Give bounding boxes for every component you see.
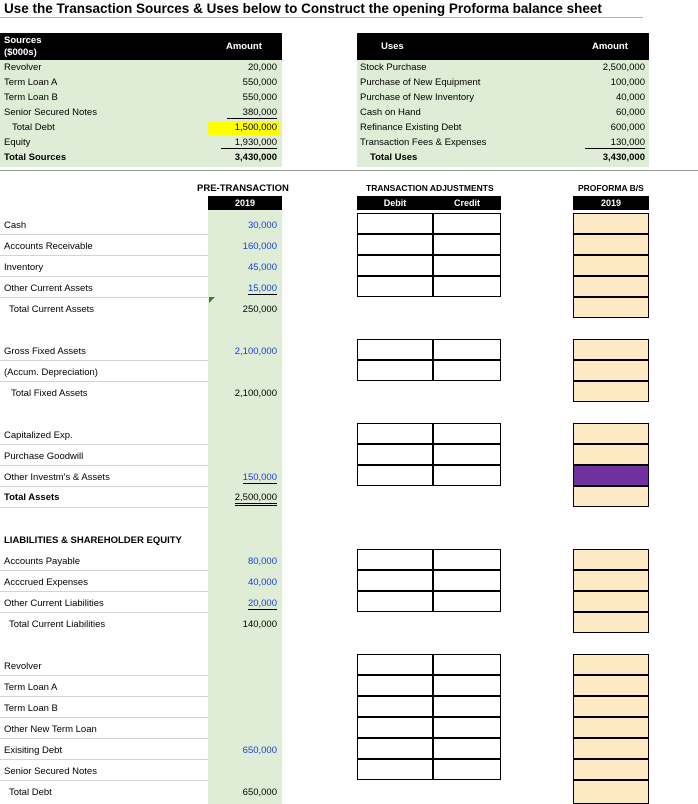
pre-transaction-column — [208, 210, 282, 804]
debit-cell[interactable] — [357, 360, 433, 381]
proforma-cell[interactable] — [573, 423, 649, 444]
source-label-senior-notes: Senior Secured Notes — [4, 107, 97, 118]
proforma-cell[interactable] — [573, 612, 649, 633]
source-amount-equity: 1,930,000 — [221, 137, 277, 149]
comment-marker — [209, 297, 215, 303]
sources-header-label: Sources — [4, 35, 42, 46]
title-divider — [0, 17, 643, 18]
credit-cell[interactable] — [433, 717, 501, 738]
proforma-goodwill-highlight[interactable] — [573, 465, 649, 486]
page-title: Use the Transaction Sources & Uses below to Construct the opening Proforma balance sheet — [4, 1, 602, 16]
debit-cell[interactable] — [357, 738, 433, 759]
credit-cell[interactable] — [433, 339, 501, 360]
debit-cell[interactable] — [357, 696, 433, 717]
use-label-cash-on-hand: Cash on Hand — [360, 107, 421, 118]
debit-cell[interactable] — [357, 276, 433, 297]
credit-cell[interactable] — [433, 213, 501, 234]
row-rule — [0, 759, 208, 760]
value-gross-fixed-assets: 2,100,000 — [234, 346, 277, 357]
row-rule — [0, 381, 208, 382]
label-other-new-term-loan: Other New Term Loan — [4, 724, 97, 735]
proforma-cell[interactable] — [573, 255, 649, 276]
value-accounts-receivable: 160,000 — [242, 241, 277, 252]
sources-header — [0, 33, 282, 60]
debit-cell[interactable] — [357, 255, 433, 276]
debit-cell[interactable] — [357, 339, 433, 360]
source-label-term-loan-b: Term Loan B — [4, 92, 58, 103]
value-cash: 30,000 — [247, 220, 277, 231]
row-rule — [0, 297, 208, 298]
use-label-new-inventory: Purchase of New Inventory — [360, 92, 475, 103]
debit-cell[interactable] — [357, 213, 433, 234]
label-accounts-receivable: Accounts Receivable — [4, 241, 93, 252]
uses-header — [357, 33, 649, 60]
row-rule — [0, 234, 208, 235]
source-amount-total-sources: 3,430,000 — [234, 152, 277, 163]
proforma-header: PROFORMA B/S — [578, 183, 644, 193]
label-total-debt: Total Debt — [9, 787, 52, 798]
debit-cell[interactable] — [357, 654, 433, 675]
label-total-current-assets: Total Current Assets — [9, 304, 95, 315]
credit-cell[interactable] — [433, 360, 501, 381]
use-label-stock-purchase: Stock Purchase — [360, 62, 427, 73]
credit-cell[interactable] — [433, 591, 501, 612]
row-rule — [0, 717, 208, 718]
debit-cell[interactable] — [357, 759, 433, 780]
proforma-cell[interactable] — [573, 276, 649, 297]
label-term-loan-a: Term Loan A — [4, 682, 58, 693]
source-label-total-sources: Total Sources — [4, 152, 67, 163]
row-rule — [0, 780, 208, 781]
use-label-new-equipment: Purchase of New Equipment — [360, 77, 481, 88]
label-gross-fixed-assets: Gross Fixed Assets — [4, 346, 86, 357]
proforma-cell[interactable] — [573, 591, 649, 612]
row-rule — [0, 738, 208, 739]
liabilities-section-header: LIABILITIES & SHAREHOLDER EQUITY — [4, 535, 182, 546]
credit-cell[interactable] — [433, 654, 501, 675]
credit-cell[interactable] — [433, 444, 501, 465]
uses-header-label: Uses — [381, 41, 404, 52]
debit-cell[interactable] — [357, 717, 433, 738]
label-total-fixed-assets: Total Fixed Assets — [11, 388, 88, 399]
label-total-current-liabilities: Total Current Liabilities — [9, 619, 106, 630]
source-label-total-debt: Total Debt — [12, 122, 55, 133]
row-rule — [0, 507, 208, 508]
row-rule — [0, 570, 208, 571]
debit-cell[interactable] — [357, 675, 433, 696]
use-amount-cash-on-hand: 60,000 — [615, 107, 645, 118]
debit-header: Debit — [357, 196, 433, 210]
value-inventory: 45,000 — [247, 262, 277, 273]
credit-cell[interactable] — [433, 465, 501, 486]
proforma-cell[interactable] — [573, 780, 649, 804]
proforma-cell[interactable] — [573, 360, 649, 381]
label-senior-secured-notes: Senior Secured Notes — [4, 766, 97, 777]
value-existing-debt: 650,000 — [242, 745, 277, 756]
row-rule — [0, 444, 208, 445]
label-purchase-goodwill: Purchase Goodwill — [4, 451, 84, 462]
use-label-total-uses: Total Uses — [370, 152, 418, 163]
proforma-cell[interactable] — [573, 213, 649, 234]
pre-transaction-header: PRE-TRANSACTION — [197, 183, 289, 194]
value-other-current-liabilities: 20,000 — [247, 598, 277, 609]
proforma-cell[interactable] — [573, 486, 649, 507]
pre-year-header: 2019 — [208, 196, 282, 210]
proforma-cell[interactable] — [573, 339, 649, 360]
credit-cell[interactable] — [433, 759, 501, 780]
debit-cell[interactable] — [357, 444, 433, 465]
source-amount-total-debt: 1,500,000 — [234, 122, 277, 133]
label-cash: Cash — [4, 220, 27, 231]
source-amount-senior-notes: 380,000 — [227, 107, 277, 119]
row-rule — [0, 591, 208, 592]
value-accrued-expenses: 40,000 — [247, 577, 277, 588]
credit-cell[interactable] — [433, 276, 501, 297]
section-divider — [0, 170, 698, 171]
debit-cell[interactable] — [357, 549, 433, 570]
value-total-fixed-assets: 2,100,000 — [234, 388, 277, 399]
row-rule — [0, 486, 208, 487]
source-amount-term-loan-b: 550,000 — [242, 92, 277, 103]
value-accounts-payable: 80,000 — [247, 556, 277, 567]
label-revolver: Revolver — [4, 661, 42, 672]
proforma-cell[interactable] — [573, 717, 649, 738]
sources-header-units: ($000s) — [4, 47, 37, 58]
use-amount-new-equipment: 100,000 — [610, 77, 645, 88]
credit-cell[interactable] — [433, 570, 501, 591]
label-other-current-assets: Other Current Assets — [4, 283, 93, 294]
value-total-debt: 650,000 — [242, 787, 277, 798]
row-rule — [0, 276, 208, 277]
credit-cell[interactable] — [433, 696, 501, 717]
debit-cell[interactable] — [357, 570, 433, 591]
proforma-cell[interactable] — [573, 381, 649, 402]
label-total-assets: Total Assets — [4, 492, 60, 503]
credit-cell[interactable] — [433, 234, 501, 255]
row-rule — [0, 696, 208, 697]
credit-cell[interactable] — [433, 675, 501, 696]
proforma-cell[interactable] — [573, 759, 649, 780]
label-existing-debt: Exisiting Debt — [4, 745, 63, 756]
label-capitalized-exp: Capitalized Exp. — [4, 430, 73, 441]
proforma-cell[interactable] — [573, 570, 649, 591]
credit-cell[interactable] — [433, 255, 501, 276]
label-other-current-liabilities: Other Current Liabilities — [4, 598, 104, 609]
use-label-refinance-debt: Refinance Existing Debt — [360, 122, 462, 133]
source-label-term-loan-a: Term Loan A — [4, 77, 58, 88]
proforma-cell[interactable] — [573, 297, 649, 318]
use-amount-transaction-fees: 130,000 — [585, 137, 645, 149]
proforma-year-header: 2019 — [573, 196, 649, 210]
proforma-cell[interactable] — [573, 549, 649, 570]
credit-cell[interactable] — [433, 423, 501, 444]
row-rule — [0, 255, 208, 256]
source-label-revolver: Revolver — [4, 62, 42, 73]
row-rule — [0, 675, 208, 676]
value-other-current-assets: 15,000 — [247, 283, 277, 294]
source-amount-term-loan-a: 550,000 — [242, 77, 277, 88]
value-total-current-assets: 250,000 — [242, 304, 277, 315]
row-rule — [0, 465, 208, 466]
value-total-assets: 2,500,000 — [235, 492, 277, 506]
proforma-cell[interactable] — [573, 654, 649, 675]
uses-amount-header: Amount — [592, 41, 628, 52]
label-inventory: Inventory — [4, 262, 44, 273]
source-amount-revolver: 20,000 — [247, 62, 277, 73]
use-amount-new-inventory: 40,000 — [615, 92, 645, 103]
proforma-cell[interactable] — [573, 234, 649, 255]
use-label-transaction-fees: Transaction Fees & Expenses — [360, 137, 487, 148]
label-accrued-expenses: Acccrued Expenses — [4, 577, 88, 588]
label-accounts-payable: Accounts Payable — [4, 556, 81, 567]
proforma-cell[interactable] — [573, 444, 649, 465]
debit-cell[interactable] — [357, 591, 433, 612]
use-amount-refinance-debt: 600,000 — [610, 122, 645, 133]
label-term-loan-b: Term Loan B — [4, 703, 58, 714]
credit-cell[interactable] — [433, 738, 501, 759]
value-total-current-liabilities: 140,000 — [242, 619, 277, 630]
credit-header: Credit — [433, 196, 501, 210]
debit-cell[interactable] — [357, 423, 433, 444]
transaction-adjustments-header: TRANSACTION ADJUSTMENTS — [366, 183, 494, 193]
sources-amount-header: Amount — [226, 41, 262, 52]
proforma-cell[interactable] — [573, 696, 649, 717]
label-other-investments: Other Investm's & Assets — [4, 472, 110, 483]
credit-cell[interactable] — [433, 549, 501, 570]
source-label-equity: Equity — [4, 137, 31, 148]
debit-cell[interactable] — [357, 234, 433, 255]
debit-cell[interactable] — [357, 465, 433, 486]
proforma-cell[interactable] — [573, 675, 649, 696]
use-amount-total-uses: 3,430,000 — [602, 152, 645, 163]
use-amount-stock-purchase: 2,500,000 — [602, 62, 645, 73]
proforma-cell[interactable] — [573, 738, 649, 759]
value-other-investments: 150,000 — [242, 472, 277, 483]
row-rule — [0, 612, 208, 613]
row-rule — [0, 360, 208, 361]
label-accum-depreciation: (Accum. Depreciation) — [4, 367, 98, 378]
